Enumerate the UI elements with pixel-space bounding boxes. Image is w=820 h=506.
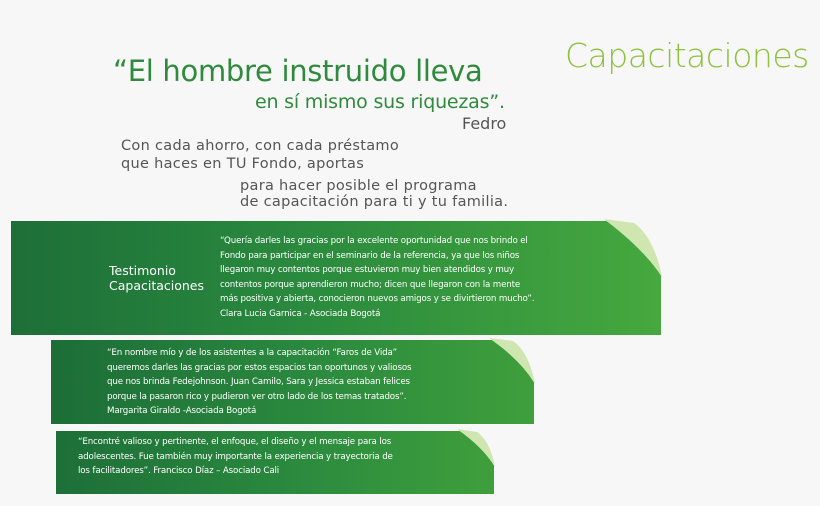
testimonial-card-1 — [11, 221, 661, 335]
testimonial-text — [107, 346, 411, 419]
section-label-line2: Capacitaciones — [109, 278, 205, 293]
quote-line-2: en sí mismo sus riquezas”. — [255, 91, 505, 113]
testimonial-card-2 — [51, 340, 534, 424]
testimonial-line: “En nombre mío y de los asistentes a la capacitación “Faros de Vida” — [107, 348, 398, 358]
page-title: Capacitaciones — [565, 36, 809, 75]
testimonial-line: contentos porque aprendieron mucho; dicen que llegaron con la mente — [220, 279, 521, 290]
testimonial-line: queremos darles las gracias por estos espacios tan oportunos y valiosos — [107, 362, 412, 373]
testimonial-line: más positiva y abierta, conocieron nuevos amigos y se divirtieron mucho”. — [220, 294, 535, 305]
page-curl-icon — [457, 429, 497, 475]
testimonial-author: Clara Lucia Garnica - Asociada Bogotá — [220, 308, 381, 319]
intro-line: que haces en TU Fondo, aportas — [121, 156, 365, 172]
page-curl-icon — [604, 219, 664, 289]
section-label-line1: Testimonio — [109, 263, 176, 278]
quote-line-1: “El hombre instruido lleva — [113, 54, 483, 88]
testimonial-line: porque la pasaron rico y pudieron ver otro lado de los temas tratados”. — [107, 391, 407, 402]
testimonial-line: llegaron muy contentos porque estuvieron muy bien atendidos y muy — [220, 265, 515, 276]
section-label — [109, 263, 204, 293]
testimonial-line: adolescentes. Fue también muy importante la experiencia y trayectoria de — [78, 451, 393, 462]
intro-line: para hacer posible el programa — [240, 178, 477, 194]
page-curl-icon — [489, 338, 537, 394]
testimonial-line: Fondo para participar en el seminario de la referencia, ya que los niños — [220, 250, 520, 261]
testimonial-text — [78, 435, 393, 479]
testimonial-line: “Quería darles las gracias por la excelente oportunidad que nos brindo el — [220, 236, 528, 246]
testimonial-line: los facilitadores”. Francisco Díaz – Asociado Cali — [78, 466, 280, 477]
testimonial-line: que nos brinda Fedejohnson. Juan Camilo, Sara y Jessica estaban felices — [107, 377, 410, 388]
testimonial-card-3 — [56, 431, 494, 494]
intro-line: Con cada ahorro, con cada préstamo — [121, 138, 400, 154]
quote-author: Fedro — [462, 114, 507, 133]
intro-line: de capacitación para ti y tu familia. — [240, 194, 509, 210]
testimonial-text — [220, 234, 534, 322]
testimonial-line: “Encontré valioso y pertinente, el enfoque, el diseño y el mensaje para los — [78, 437, 392, 447]
testimonial-author: Margarita Giraldo -Asociada Bogotá — [107, 406, 257, 417]
